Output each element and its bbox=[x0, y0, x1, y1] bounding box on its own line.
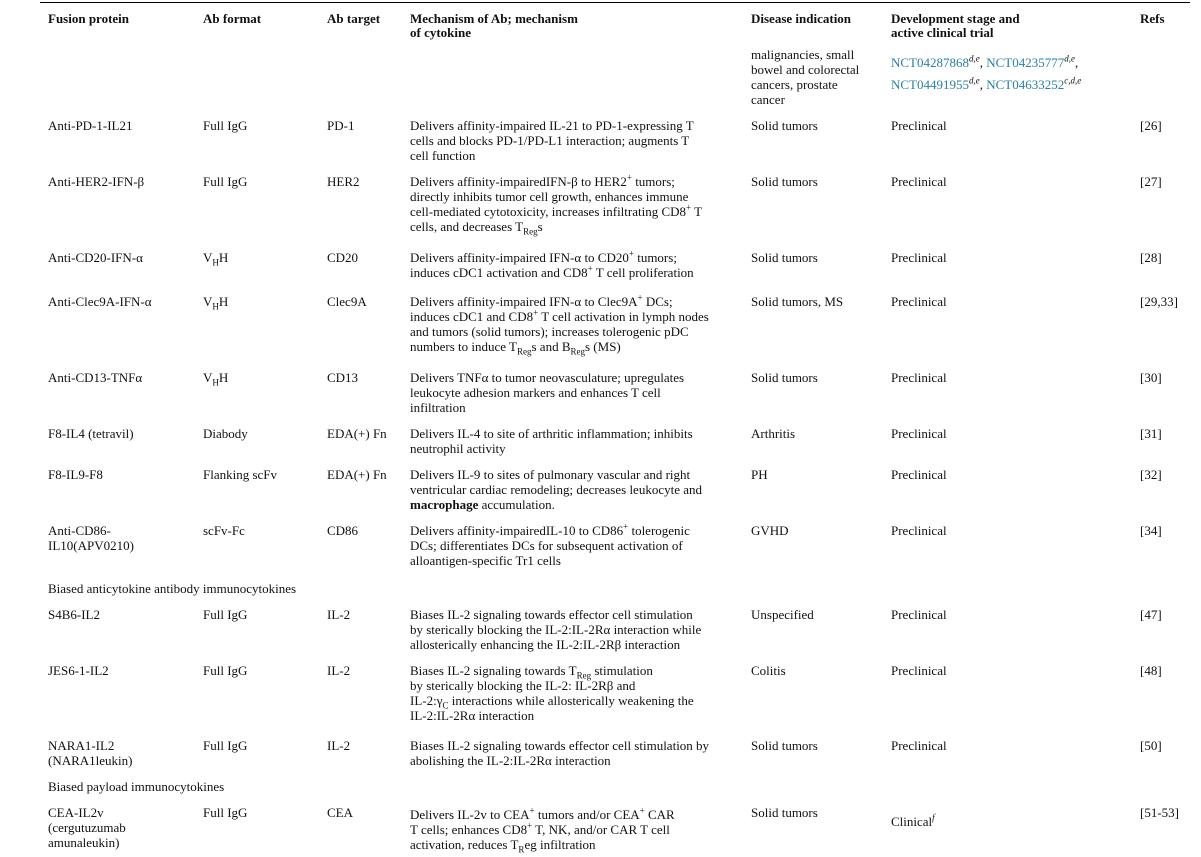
ab-format: Flanking scFv bbox=[203, 467, 278, 482]
development-stage: Preclinical bbox=[891, 467, 947, 482]
ab-format: $V_HH$ bbox=[203, 250, 229, 268]
ab-target: IL-2 bbox=[327, 663, 351, 678]
header-mechanism-line2: of cytokine bbox=[410, 25, 472, 40]
fusion-protein-line: (cergutuzumab bbox=[48, 820, 126, 835]
fusion-protein-line: IL10(APV0210) bbox=[48, 538, 134, 553]
mechanism-line: Delivers IL-9 to sites of pulmonary vascular and right bbox=[410, 467, 691, 482]
ab-target: EDA(+) Fn bbox=[327, 467, 387, 482]
mechanism-line: Delivers TNFα to tumor neovasculature; upregulates bbox=[410, 370, 685, 385]
mechanism-line: Delivers affinity-impaired IFN-α to CD20+ tumors; bbox=[410, 248, 677, 265]
header-stage bbox=[891, 12, 1131, 40]
refs: [30] bbox=[1140, 370, 1162, 385]
trial-link-nct04235777[interactable]: NCT04235777 bbox=[986, 55, 1065, 70]
mechanism bbox=[410, 738, 750, 768]
table-top-rule bbox=[40, 2, 1190, 3]
fusion-protein: Anti-CD20-IFN-α bbox=[48, 250, 143, 265]
mechanism-line: Delivers IL-4 to site of arthritic inflammation; inhibits bbox=[410, 426, 693, 441]
development-stage: Preclinical bbox=[891, 738, 947, 753]
development-stage: Preclinical bbox=[891, 118, 947, 133]
disease-indication: Solid tumors bbox=[751, 174, 818, 189]
fusion-protein: S4B6-IL2 bbox=[48, 607, 100, 622]
header-ab-target: Ab target bbox=[327, 11, 381, 26]
development-stage: Preclinical bbox=[891, 523, 947, 538]
continuation-disease-line: bowel and colorectal bbox=[751, 62, 860, 77]
continuation-disease-line: malignancies, small bbox=[751, 47, 855, 62]
fusion-protein-line: (NARA1leukin) bbox=[48, 753, 133, 768]
disease-indication: Arthritis bbox=[751, 426, 796, 441]
trial-separator: , bbox=[979, 77, 987, 92]
mechanism-line: Biases IL-2 signaling towards effector cell stimulation bbox=[410, 607, 693, 622]
disease-indication: Unspecified bbox=[751, 607, 814, 622]
mechanism-line: neutrophil activity bbox=[410, 441, 506, 456]
ab-format: Full IgG bbox=[203, 805, 248, 820]
mechanism-line: infiltration bbox=[410, 400, 466, 415]
trial-link-nct04287868[interactable]: NCT04287868 bbox=[891, 55, 969, 70]
ab-format: Full IgG bbox=[203, 663, 248, 678]
header-refs: Refs bbox=[1140, 11, 1165, 26]
header-ab-format: Ab format bbox=[203, 11, 262, 26]
header-fusion-protein: Fusion protein bbox=[48, 11, 130, 26]
ab-format: Full IgG bbox=[203, 738, 248, 753]
ab-target: IL-2 bbox=[327, 607, 351, 622]
fusion-protein: Anti-PD-1-IL21 bbox=[48, 118, 133, 133]
section-heading-biased-anticytokine: Biased anticytokine antibody immunocytokines bbox=[48, 581, 297, 596]
fusion-protein bbox=[48, 523, 198, 553]
refs: [32] bbox=[1140, 467, 1162, 482]
ab-target: PD-1 bbox=[327, 118, 355, 133]
mechanism-line: leukocyte adhesion markers and enhances T cell bbox=[410, 385, 661, 400]
refs: [48] bbox=[1140, 663, 1162, 678]
header-mechanism bbox=[410, 12, 745, 40]
mechanism-line: Biases IL-2 signaling towards $T_{Reg}$ stimulation bbox=[410, 663, 653, 681]
fusion-protein: Anti-Clec9A-IFN-α bbox=[48, 294, 152, 309]
mechanism-line: directly inhibits tumor cell growth, enhances immune bbox=[410, 189, 689, 204]
continuation-disease-line: cancer bbox=[751, 92, 785, 107]
ab-target: CD13 bbox=[327, 370, 359, 385]
mechanism-line: IL-2:IL-2Rα interaction bbox=[410, 708, 535, 723]
fusion-protein bbox=[48, 805, 198, 850]
refs: [51-53] bbox=[1140, 805, 1179, 820]
ab-format: Full IgG bbox=[203, 607, 248, 622]
ab-format: Full IgG bbox=[203, 118, 248, 133]
mechanism bbox=[410, 118, 745, 163]
trial-separator: , bbox=[979, 55, 987, 70]
development-stage: Preclinical bbox=[891, 250, 947, 265]
mechanism-line: Delivers IL-2v to CEA+ tumors and/or CEA+ CAR bbox=[410, 805, 675, 822]
disease-indication: Colitis bbox=[751, 663, 786, 678]
ab-format: Diabody bbox=[203, 426, 248, 441]
ab-target: EDA(+) Fn bbox=[327, 426, 387, 441]
ab-target: Clec9A bbox=[327, 294, 367, 309]
header-mechanism-line1: Mechanism of Ab; mechanism bbox=[410, 11, 578, 26]
disease-indication: Solid tumors bbox=[751, 738, 818, 753]
trial-footnote: d,e bbox=[969, 75, 980, 86]
fusion-protein-line: CEA-IL2v bbox=[48, 805, 104, 820]
trial-link-nct04491955[interactable]: NCT04491955 bbox=[891, 77, 969, 92]
ab-format: $V_HH$ bbox=[203, 370, 229, 388]
mechanism-line: numbers to induce $T_{Reg}s$ and $B_{Reg}s$ (MS) bbox=[410, 339, 621, 357]
continuation-disease bbox=[751, 47, 885, 107]
fusion-protein-line: amunaleukin) bbox=[48, 835, 120, 850]
development-stage: Clinical$^f$ bbox=[891, 812, 935, 829]
mechanism-line: cell-mediated cytotoxicity, increases infiltrating CD8+ T bbox=[410, 202, 703, 219]
mechanism bbox=[410, 172, 745, 237]
ab-target: HER2 bbox=[327, 174, 360, 189]
fusion-protein-line: Anti-CD86- bbox=[48, 523, 111, 538]
mechanism bbox=[410, 523, 745, 568]
ab-target: IL-2 bbox=[327, 738, 351, 753]
mechanism bbox=[410, 467, 745, 512]
disease-indication: Solid tumors bbox=[751, 118, 818, 133]
ab-format: scFv-Fc bbox=[203, 523, 245, 538]
refs: [31] bbox=[1140, 426, 1162, 441]
continuation-disease-line: cancers, prostate bbox=[751, 77, 838, 92]
ab-target: CD20 bbox=[327, 250, 359, 265]
mechanism-line: Delivers affinity-impairedIFN-β to HER2+ tumors; bbox=[410, 172, 675, 189]
development-stage: Preclinical bbox=[891, 426, 947, 441]
disease-indication: Solid tumors, MS bbox=[751, 294, 844, 309]
trial-separator: , bbox=[1075, 55, 1079, 70]
trial-footnote: d,e bbox=[969, 53, 980, 64]
mechanism-line: Biases IL-2 signaling towards effector cell stimulation by bbox=[410, 738, 710, 753]
fusion-protein: Anti-HER2-IFN-β bbox=[48, 174, 145, 189]
mechanism-line: allosterically enhancing the IL-2:IL-2Rβ interaction bbox=[410, 637, 681, 652]
mechanism bbox=[410, 370, 745, 415]
ab-target: CD86 bbox=[327, 523, 359, 538]
mechanism-line: and tumors (solid tumors); increases tolerogenic pDC bbox=[410, 324, 689, 339]
refs: [28] bbox=[1140, 250, 1162, 265]
refs: [47] bbox=[1140, 607, 1162, 622]
refs: [29,33] bbox=[1140, 294, 1178, 309]
development-stage: Preclinical bbox=[891, 174, 947, 189]
mechanism-line: by sterically blocking the IL-2: IL-2Rβ and bbox=[410, 678, 636, 693]
disease-indication: PH bbox=[751, 467, 768, 482]
mechanism-line: cell function bbox=[410, 148, 476, 163]
section-heading-biased-payload: Biased payload immunocytokines bbox=[48, 779, 225, 794]
mechanism bbox=[410, 607, 745, 652]
mechanism bbox=[410, 250, 745, 280]
mechanism-line: cells and blocks PD-1/PD-L1 interaction; augments T bbox=[410, 133, 690, 148]
mechanism-line: induces cDC1 and CD8+ T cell activation in lymph nodes bbox=[410, 307, 709, 324]
fusion-protein: F8-IL4 (tetravil) bbox=[48, 426, 134, 441]
ab-format: $V_HH$ bbox=[203, 294, 229, 312]
fusion-protein: JES6-1-IL2 bbox=[48, 663, 109, 678]
mechanism bbox=[410, 663, 745, 723]
mechanism-line: abolishing the IL-2:IL-2Rα interaction bbox=[410, 753, 611, 768]
mechanism-line: Delivers affinity-impaired IL-21 to PD-1-expressing T bbox=[410, 118, 694, 133]
fusion-protein bbox=[48, 738, 198, 768]
fusion-protein: Anti-CD13-TNFα bbox=[48, 370, 143, 385]
refs: [34] bbox=[1140, 523, 1162, 538]
mechanism-line: induces cDC1 activation and CD8+ T cell proliferation bbox=[410, 263, 694, 280]
ab-target: CEA bbox=[327, 805, 353, 820]
mechanism-line: alloantigen-specific Tr1 cells bbox=[410, 553, 561, 568]
mechanism bbox=[410, 292, 745, 357]
mechanism-line: by sterically blocking the IL-2:IL-2Rα interaction while bbox=[410, 622, 702, 637]
fusion-protein-line: NARA1-IL2 bbox=[48, 738, 115, 753]
development-stage: Preclinical bbox=[891, 294, 947, 309]
mechanism-line: $IL-2:\gamma_C$ interactions while allosterically weakening the bbox=[410, 693, 694, 711]
refs: [50] bbox=[1140, 738, 1162, 753]
mechanism bbox=[410, 426, 745, 456]
mechanism-line: T cells; enhances CD8+ T, NK, and/or CAR T cell bbox=[410, 820, 670, 837]
development-stage: Preclinical bbox=[891, 663, 947, 678]
refs: [26] bbox=[1140, 118, 1162, 133]
mechanism-line: Delivers affinity-impairedIL-10 to CD86+ tolerogenic bbox=[410, 521, 690, 538]
refs: [27] bbox=[1140, 174, 1162, 189]
mechanism-line: activation, reduces $T_Reg$ infiltration bbox=[410, 837, 596, 855]
mechanism-line: DCs; differentiates DCs for subsequent activation of bbox=[410, 538, 683, 553]
development-stage: Preclinical bbox=[891, 607, 947, 622]
disease-indication: Solid tumors bbox=[751, 250, 818, 265]
mechanism bbox=[410, 805, 745, 855]
ab-format: Full IgG bbox=[203, 174, 248, 189]
mechanism-line: macrophage accumulation. bbox=[410, 497, 555, 512]
disease-indication: GVHD bbox=[751, 523, 789, 538]
trial-link-nct04633252[interactable]: NCT04633252 bbox=[986, 77, 1065, 92]
mechanism-line: ventricular cardiac remodeling; decreases leukocyte and bbox=[410, 482, 702, 497]
continuation-trials bbox=[891, 52, 1191, 96]
development-stage: Preclinical bbox=[891, 370, 947, 385]
header-stage-line2: active clinical trial bbox=[891, 25, 994, 40]
fusion-protein: F8-IL9-F8 bbox=[48, 467, 103, 482]
mechanism-line: cells, and decreases $T_{Reg}s$ bbox=[410, 219, 543, 237]
trial-footnote: d,e bbox=[1064, 53, 1075, 64]
mechanism-line: Delivers affinity-impaired IFN-α to Clec9A+ DCs; bbox=[410, 292, 673, 309]
trial-footnote: c,d,e bbox=[1064, 75, 1082, 86]
disease-indication: Solid tumors bbox=[751, 805, 818, 820]
header-stage-line1: Development stage and bbox=[891, 11, 1020, 26]
header-disease: Disease indication bbox=[751, 11, 852, 26]
disease-indication: Solid tumors bbox=[751, 370, 818, 385]
